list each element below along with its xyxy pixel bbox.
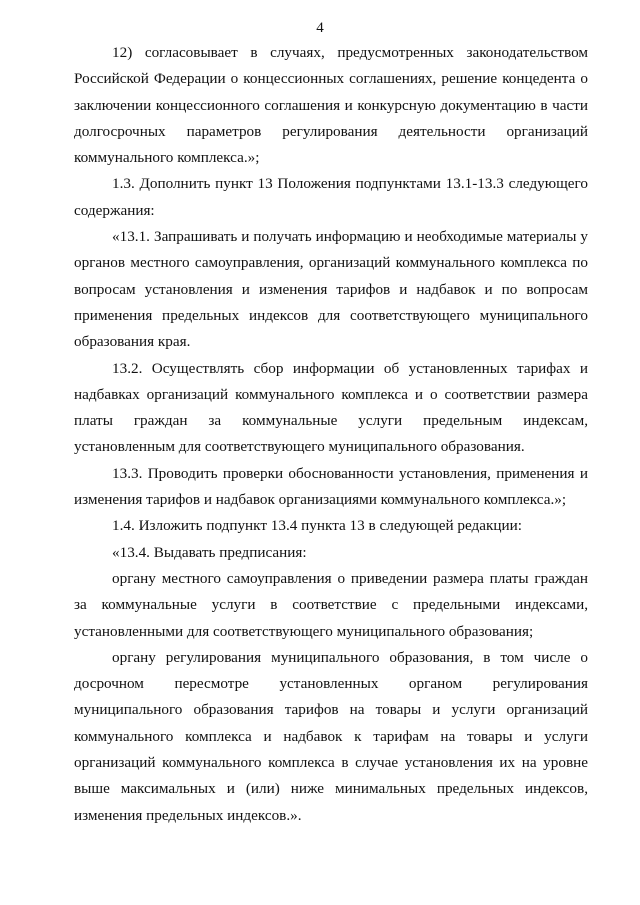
paragraph-1-4: 1.4. Изложить подпункт 13.4 пункта 13 в следующей редакции: (112, 517, 522, 535)
paragraph-1-3: 1.3. Дополнить пункт 13 Положения подпунктами 13.1-13.3 следующего содержания: (74, 175, 588, 219)
page-number: 4 (316, 20, 324, 36)
paragraph-13-2: 13.2. Осуществлять сбор информации об установленных тарифах и надбавках организаций коммунального комплекса и о соответствии размера платы граждан за коммунальные услуги предельным индексам, установленным для соответствующего муниципального образования. (74, 359, 588, 456)
paragraph-local-authority: органу местного самоуправления о приведении размера платы граждан за коммунальные услуги в соответствие с предельными индексами, установленными для соответствующего муниципального образования; (74, 569, 588, 640)
paragraph-13-4: «13.4. Выдавать предписания: (112, 543, 307, 561)
paragraph-12: 12) согласовывает в случаях, предусмотренных законодательством Российской Федерации о концессионных соглашениях, решение концедента о заключении концессионного соглашения и конкурсную документацию в части долгосрочных параметров регулирования деятельности организаций коммунального комплекса.»; (74, 44, 588, 167)
paragraph-13-1: «13.1. Запрашивать и получать информацию и необходимые материалы у органов местного самоуправления, организаций коммунального комплекса по вопросам установления и изменения тарифов и надбавок и по вопросам применения предельных индексов для соответствующего муниципального образования края. (74, 228, 588, 351)
document-body (74, 40, 588, 829)
paragraph-13-3: 13.3. Проводить проверки обоснованности установления, применения и изменения тарифов и надбавок организациями коммунального комплекса.»; (74, 464, 588, 509)
paragraph-regulatory-body: органу регулирования муниципального образования, в том числе о досрочном пересмотре установленных органом регулирования муниципального образования тарифов на товары и услуги организаций коммунального комплекса и надбавок к тарифам на товары и услуги организаций коммунального комплекса в случае установления их на уровне выше максимальных и (или) ниже минимальных предельных индексов, изменения предельных индексов.». (74, 648, 588, 824)
